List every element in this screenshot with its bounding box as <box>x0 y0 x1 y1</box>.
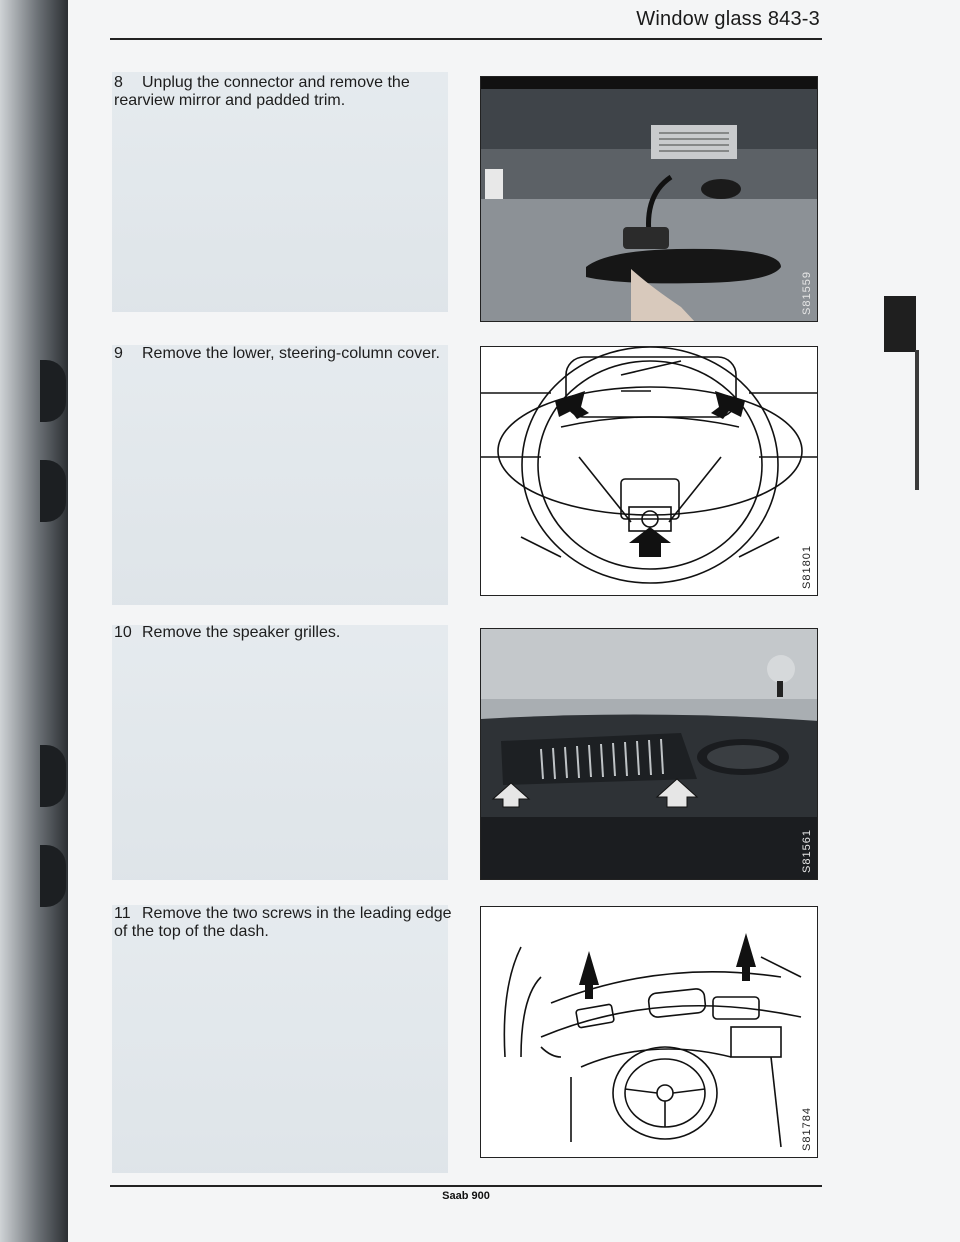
header-divider <box>110 38 822 40</box>
dash-illustration <box>481 907 818 1158</box>
figure-code: S81801 <box>801 545 813 589</box>
step-number: 11 <box>114 905 131 922</box>
step-text: Remove the two screws in the leading edge of the top of the dash. <box>114 905 452 940</box>
step-11 <box>114 905 464 941</box>
step-number: 8 <box>114 74 123 91</box>
page-edge <box>915 350 919 490</box>
binder-hole <box>40 745 66 807</box>
step-text: Unplug the connector and remove the rearview mirror and padded trim. <box>114 74 410 109</box>
binder-hole <box>40 360 66 422</box>
steering-wheel-illustration <box>481 347 818 596</box>
figure-code: S81559 <box>801 271 813 315</box>
page-title: Window glass 843-3 <box>636 8 820 30</box>
figure-code: S81561 <box>801 829 813 873</box>
footer-divider <box>110 1185 822 1187</box>
binder-strip <box>0 0 68 1242</box>
step-8 <box>114 74 464 110</box>
step-10 <box>114 624 464 642</box>
bleed-through-area <box>112 905 448 1173</box>
figure-steering-column-drawing <box>480 346 818 596</box>
mirror-photo-illustration <box>481 77 818 322</box>
bleed-through-area <box>112 625 448 880</box>
speaker-grille-illustration <box>481 629 818 880</box>
binder-hole <box>40 845 66 907</box>
bleed-through-area <box>112 345 448 605</box>
step-text: Remove the lower, steering-column cover. <box>142 345 440 362</box>
binder-hole <box>40 460 66 522</box>
footer-brand: Saab 900 <box>442 1190 490 1202</box>
step-text: Remove the speaker grilles. <box>142 624 341 641</box>
figure-speaker-grille-photo <box>480 628 818 880</box>
figure-dash-screws-drawing <box>480 906 818 1158</box>
step-number: 10 <box>114 624 132 641</box>
step-number: 9 <box>114 345 123 362</box>
section-tab-marker <box>884 296 916 352</box>
figure-code: S81784 <box>801 1107 813 1151</box>
step-9 <box>114 345 464 363</box>
figure-rearview-mirror-photo <box>480 76 818 322</box>
